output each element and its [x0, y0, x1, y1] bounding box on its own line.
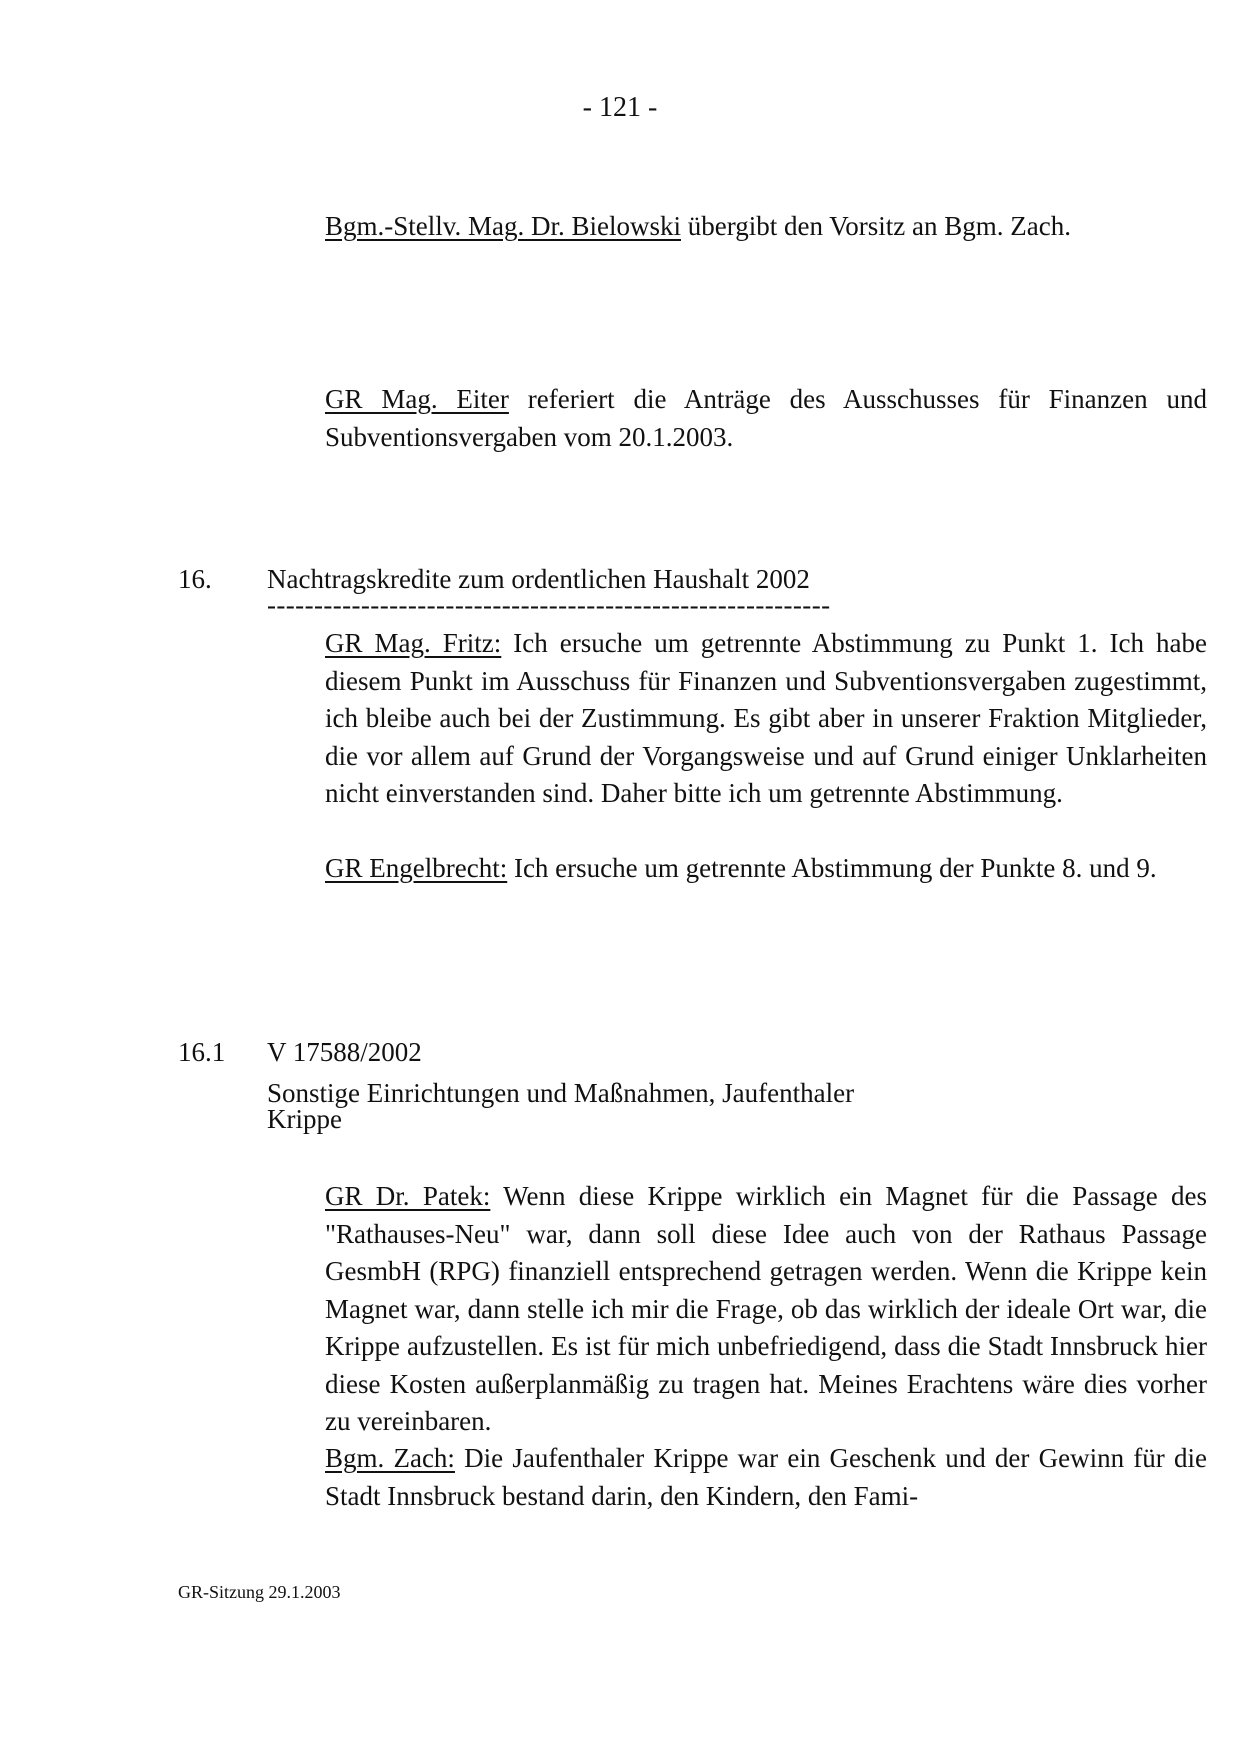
speaker-name: GR Dr. Patek: — [325, 1181, 491, 1211]
speaker-name: Bgm.-Stellv. Mag. Dr. Bielowski — [325, 211, 681, 241]
section-number: 16. — [178, 564, 212, 594]
paragraph-engelbrecht — [178, 850, 1207, 888]
paragraph-text: referiert die Anträge des Ausschusses für Finanzen und Subventionsvergaben vom 20.1.2003. — [325, 384, 1207, 452]
page-number: - 121 - — [582, 92, 658, 123]
page-footer: GR-Sitzung 29.1.2003 — [178, 1582, 341, 1602]
paragraph-fritz — [178, 625, 1207, 813]
section-number: 16.1 — [178, 1037, 226, 1067]
paragraph-zach — [178, 1440, 1207, 1515]
section-rule: ------------------------------------------------------------ — [267, 590, 831, 620]
speaker-name: GR Engelbrecht: — [325, 853, 508, 883]
speaker-name: GR Mag. Fritz: — [325, 628, 502, 658]
section-code: V 17588/2002 — [267, 1037, 422, 1067]
paragraph-text: übergibt den Vorsitz an Bgm. Zach. — [681, 211, 1071, 241]
section-title: Nachtragskredite zum ordentlichen Haushalt 2002 — [267, 564, 810, 594]
paragraph-report — [178, 381, 1207, 456]
speaker-name: Bgm. Zach: — [325, 1443, 455, 1473]
paragraph-text: Ich ersuche um getrennte Abstimmung zu Punkt 1. Ich habe diesem Punkt im Ausschuss für Finanzen und Subventionsvergaben zugestimmt, ich bleibe auch bei der Zustimmung. Es gibt aber in unserer Fraktion Mitglieder, die vor allem auf Grund der Vorgangsweise und auf Grund einiger Unklarheiten nicht einverstanden sind. Daher bitte ich um getrennte Abstimmung. — [325, 628, 1208, 808]
paragraph-text: Ich ersuche um getrennte Abstimmung der Punkte 8. und 9. — [507, 853, 1157, 883]
paragraph-chair-handover — [178, 208, 1207, 246]
speaker-name: GR Mag. Eiter — [325, 384, 509, 414]
paragraph-text: Die Jaufenthaler Krippe war ein Geschenk und der Gewinn für die Stadt Innsbruck bestand darin, den Kindern, den Fami- — [325, 1443, 1207, 1511]
section-subtitle: Sonstige Einrichtungen und Maßnahmen, Jaufenthaler Krippe — [267, 1078, 855, 1134]
paragraph-text: Wenn diese Krippe wirklich ein Magnet für die Passage des "Rathauses-Neu" war, dann soll diese Idee auch von der Rathaus Passage GesmbH (RPG) finanziell entsprechend getragen werden. Wenn die Krippe kein Magnet war, dann stelle ich mir die Frage, ob das wirklich der ideale Ort war, die Krippe aufzustellen. Es ist für mich unbefriedigend, dass die Stadt Innsbruck hier diese Kosten außerplanmäßig zu tragen hat. Meines Erachtens wäre dies vorher zu vereinbaren. — [325, 1181, 1207, 1436]
paragraph-patek — [178, 1178, 1207, 1441]
